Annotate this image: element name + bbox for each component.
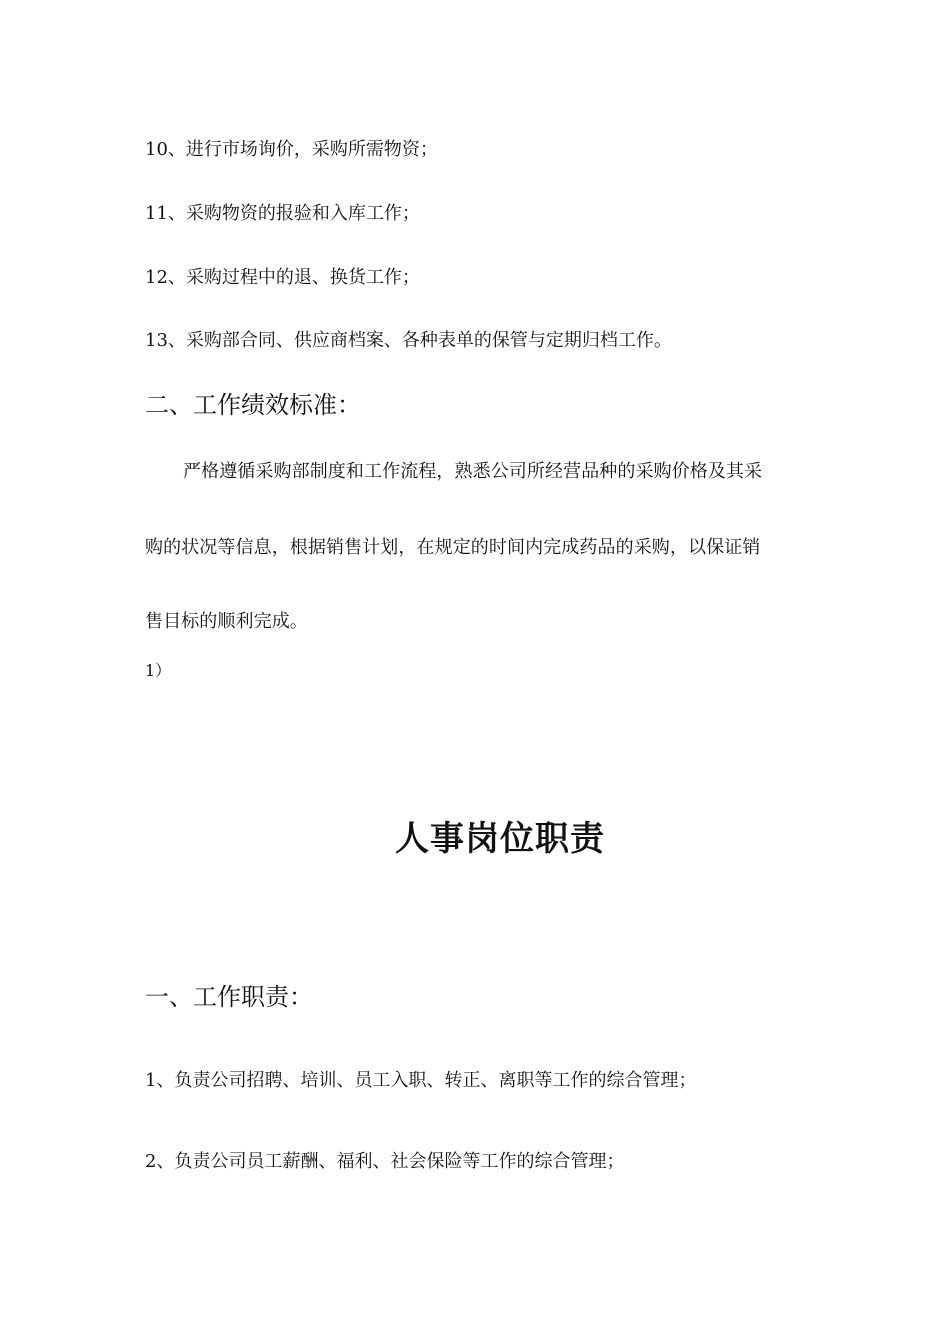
- performance-paragraph-line-1: 严格遵循采购部制度和工作流程，熟悉公司所经营品种的采购价格及其采: [183, 461, 763, 482]
- hr-duties-heading: 一、工作职责：: [145, 983, 313, 1011]
- performance-heading: 二、工作绩效标准：: [145, 391, 361, 419]
- hr-duty-2: 2、负责公司员工薪酬、福利、社会保险等工作的综合管理；: [145, 1151, 625, 1172]
- purchasing-duty-10: 10、进行市场询价，采购所需物资；: [145, 139, 438, 160]
- purchasing-duty-11: 11、采购物资的报验和入库工作；: [145, 203, 420, 224]
- hr-duty-1: 1、负责公司招聘、培训、员工入职、转正、离职等工作的综合管理；: [145, 1070, 697, 1091]
- hr-page-title: 人事岗位职责: [395, 819, 605, 859]
- purchasing-duty-12: 12、采购过程中的退、换货工作；: [145, 267, 420, 288]
- footnote-marker: 1）: [145, 661, 172, 680]
- purchasing-duty-13: 13、采购部合同、供应商档案、各种表单的保管与定期归档工作。: [145, 330, 672, 351]
- performance-paragraph-line-2: 购的状况等信息，根据销售计划，在规定的时间内完成药品的采购，以保证销: [145, 537, 761, 558]
- performance-paragraph-line-3: 售目标的顺利完成。: [145, 611, 308, 632]
